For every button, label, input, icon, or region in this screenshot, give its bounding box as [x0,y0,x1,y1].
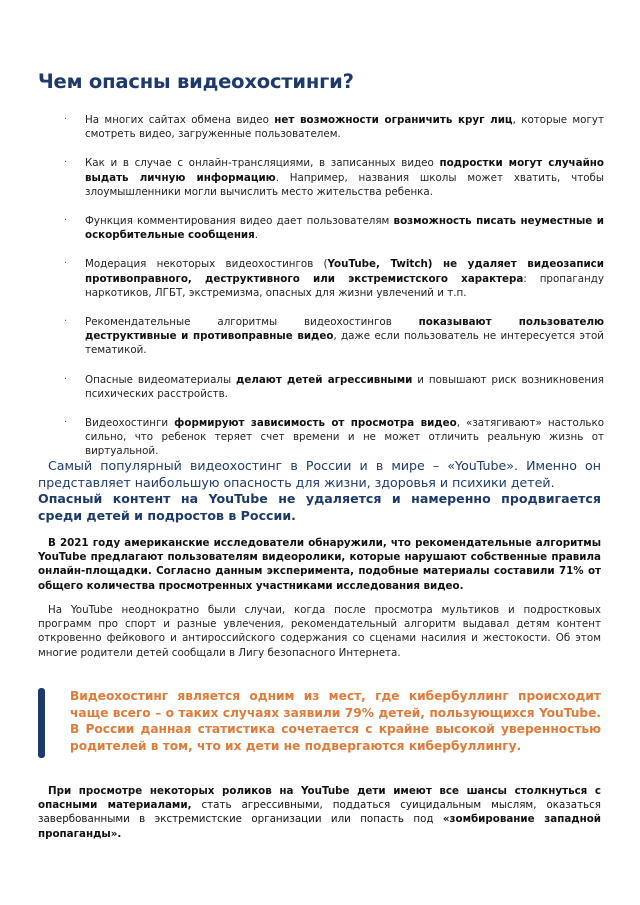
bullet-icon: · [64,316,68,328]
bullet-icon: · [64,258,68,270]
cases-paragraph: На YouTube неоднократно были случаи, когда после просмотра мультиков и подростковых программ про спорт и разные увлечения, рекомендательный алгоритм выдавал детям контент откровенно фейкового и антироссийского содержания со сценами насилия и жестокости. Об этом многие родители детей сообщали в Лигу безопасного Интернета. [38,604,601,659]
intro-paragraph: Самый популярный видеохостинг в России и в мире – «YouTube». Именно он представляет наибольшую опасность для жизни, здоровья и психики детей. [38,458,601,490]
list-item: · Рекомендательные алгоритмы видеохостингов показывают пользователю деструктивные и противоправные видео, даже если пользователь не интересуется этой тематикой. [64,316,604,357]
intro-emphasis: Опасный контент на YouTube не удаляется и намеренно продвигается среди детей и подростов в России. [38,491,601,523]
youtube-intro [38,458,601,524]
bullet-icon: · [64,114,68,125]
list-item: · Видеохостинги формируют зависимость от просмотра видео, «затягивают» настолько сильно, что ребенок теряет счет времени и не может отличить реальную жизнь от виртуальной. [64,417,604,458]
list-item: · Модерация некоторых видеохостингов (YouTube, Twitch) не удаляет видеозаписи противоправного, деструктивного или экстремистского характера: пропаганду наркотиков, ЛГБТ, экстремизма, опасных для жизни увлечений и т.п. [64,258,604,299]
bullet-icon: · [64,373,68,385]
list-item: · На многих сайтах обмена видео нет возможности ограничить круг лиц, которые могут смотреть видео, загруженные пользователем. [64,114,604,141]
danger-list [60,113,604,474]
list-item: · Опасные видеоматериалы делают детей агрессивными и повышают риск возникновения психических расстройств. [64,373,604,400]
callout-text: Видеохостинг является одним из мест, где кибербуллинг происходит чаще всего – о таких случаях заявили 79% детей, пользующихся YouTube. В России данная статистика сочетается с крайне высокой уверенностью родителей в том, что их дети не подвергаются кибербуллингу. [70,689,601,753]
list-item: · Как и в случае с онлайн-трансляциями, в записанных видео подростки могут случайно выдать личную информацию. Например, названия школы может хватить, чтобы злоумышленники могли вычислить место жительства ребенка. [64,157,604,198]
list-item: · Функция комментирования видео дает пользователям возможность писать неуместные и оскорбительные сообщения. [64,215,604,242]
callout-quote [38,688,601,758]
callout-accent-bar [38,688,45,758]
bullet-icon: · [64,215,68,227]
page-title: Чем опасны видеохостинги? [38,70,354,93]
bullet-icon: · [64,417,68,429]
bullet-icon: · [64,157,68,169]
final-paragraph: При просмотре некоторых роликов на YouTube дети имеют все шансы столкнуться с опасными материалами, стать агрессивными, поддаться суицидальным мыслям, оказаться завербованными в экстремистские организации или попасть под «зомбирование западной пропаганды». [38,785,601,840]
study-paragraph: В 2021 году американские исследователи обнаружили, что рекомендательные алгоритмы YouTube предлагают пользователям видеоролики, которые нарушают собственные правила онлайн-площадки. Согласно данным эксперимента, подобные материалы составили 71% от общего количества просмотренных участниками исследования видео. [38,537,601,592]
